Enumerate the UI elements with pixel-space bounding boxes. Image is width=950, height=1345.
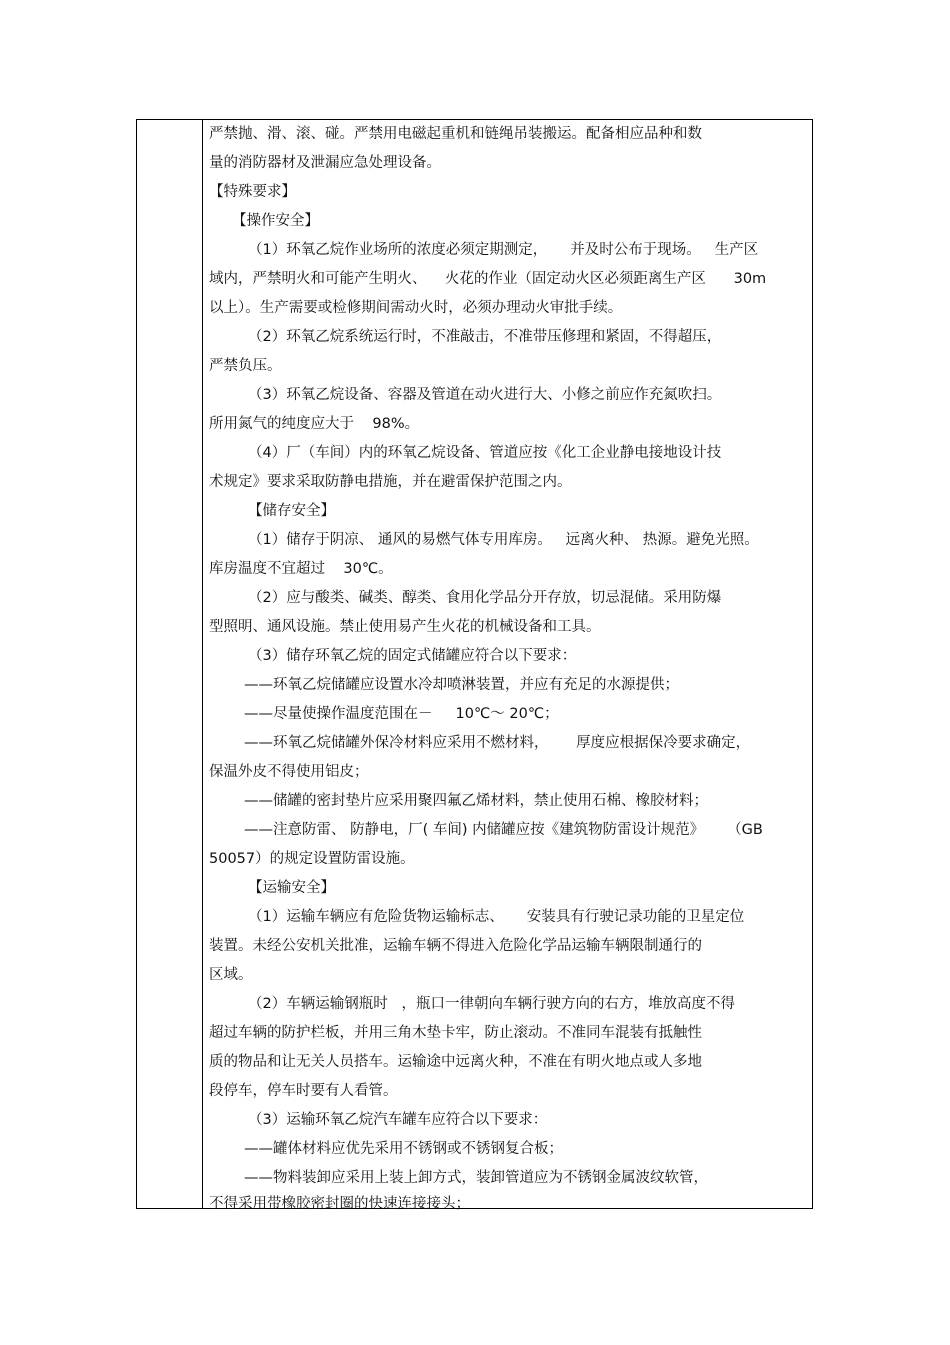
text-line: 域内，严禁明火和可能产生明火、 火花的作业（固定动火区必须距离生产区 30m: [209, 271, 767, 287]
text-line: （3）运输环氧乙烷汽车罐车应符合以下要求：: [248, 1112, 548, 1128]
text-line: 库房温度不宜超过 30℃。: [209, 561, 393, 577]
text-line: （1）储存于阴凉、 通风的易燃气体专用库房。 远离火种、 热源。避免光照。: [248, 532, 759, 548]
text-line: ——尽量使操作温度范围在－ 10℃～ 20℃；: [244, 706, 559, 722]
text-line: （2）车辆运输钢瓶时 ，瓶口一律朝向车辆行驶方向的右方，堆放高度不得: [248, 996, 736, 1012]
text-line: 量的消防器材及泄漏应急处理设备。: [209, 155, 441, 171]
text-line: （3）储存环氧乙烷的固定式储罐应符合以下要求：: [248, 648, 577, 664]
text-line: 型照明、通风设施。禁止使用易产生火花的机械设备和工具。: [209, 619, 601, 635]
text-line: ——物料装卸应采用上装上卸方式，装卸管道应为不锈钢金属波纹软管，: [244, 1170, 708, 1186]
text-line: 质的物品和让无关人员搭车。运输途中远离火种，不准在有明火地点或人多地: [209, 1054, 702, 1070]
text-line: （1）运输车辆应有危险货物运输标志、 安装具有行驶记录功能的卫星定位: [248, 909, 745, 925]
text-line: 装置。未经公安机关批准，运输车辆不得进入危险化学品运输车辆限制通行的: [209, 938, 702, 954]
section-heading: 【操作安全】: [232, 213, 319, 229]
section-heading: 【储存安全】: [248, 503, 335, 519]
column-divider: [202, 120, 203, 1208]
section-heading: 【特殊要求】: [209, 184, 296, 200]
text-line: 50057）的规定设置防雷设施。: [209, 851, 415, 867]
text-line: 术规定》要求采取防静电措施，并在避雷保护范围之内。: [209, 474, 572, 490]
text-line: ——罐体材料应优先采用不锈钢或不锈钢复合板；: [244, 1141, 563, 1157]
section-heading: 【运输安全】: [248, 880, 335, 896]
text-line: （4）厂（车间）内的环氧乙烷设备、管道应按《化工企业静电接地设计技: [248, 445, 722, 461]
text-line: （2）环氧乙烷系统运行时，不准敲击，不准带压修理和紧固，不得超压，: [248, 329, 722, 345]
text-line: 以上）。生产需要或检修期间需动火时，必须办理动火审批手续。: [209, 300, 623, 316]
text-line: 不得采用带橡胶密封圈的快速连接接头；: [209, 1196, 470, 1212]
text-line: 严禁抛、滑、滚、碰。严禁用电磁起重机和链绳吊装搬运。配备相应品种和数: [209, 126, 702, 142]
text-line: 所用氮气的纯度应大于 98%。: [209, 416, 420, 432]
text-line: 超过车辆的防护栏板，并用三角木垫卡牢，防止滚动。不准同车混装有抵触性: [209, 1025, 702, 1041]
text-line: （3）环氧乙烷设备、容器及管道在动火进行大、小修之前应作充氮吹扫。: [248, 387, 722, 403]
text-line: 区域。: [209, 967, 253, 983]
text-line: 保温外皮不得使用铝皮；: [209, 764, 369, 780]
text-line: ——环氧乙烷储罐外保冷材料应采用不燃材料， 厚度应根据保冷要求确定，: [244, 735, 751, 751]
text-line: （1）环氧乙烷作业场所的浓度必须定期测定， 并及时公布于现场。 生产区: [248, 242, 759, 258]
text-line: ——注意防雷、 防静电，厂( 车间) 内储罐应按《建筑物防雷设计规范》 （GB: [244, 822, 763, 838]
text-line: ——储罐的密封垫片应采用聚四氟乙烯材料，禁止使用石棉、橡胶材料；: [244, 793, 708, 809]
text-line: 严禁负压。: [209, 358, 282, 374]
text-line: ——环氧乙烷储罐应设置水冷却喷淋装置，并应有充足的水源提供；: [244, 677, 679, 693]
text-line: 段停车，停车时要有人看管。: [209, 1083, 398, 1099]
text-line: （2）应与酸类、碱类、醇类、食用化学品分开存放，切忌混储。采用防爆: [248, 590, 722, 606]
